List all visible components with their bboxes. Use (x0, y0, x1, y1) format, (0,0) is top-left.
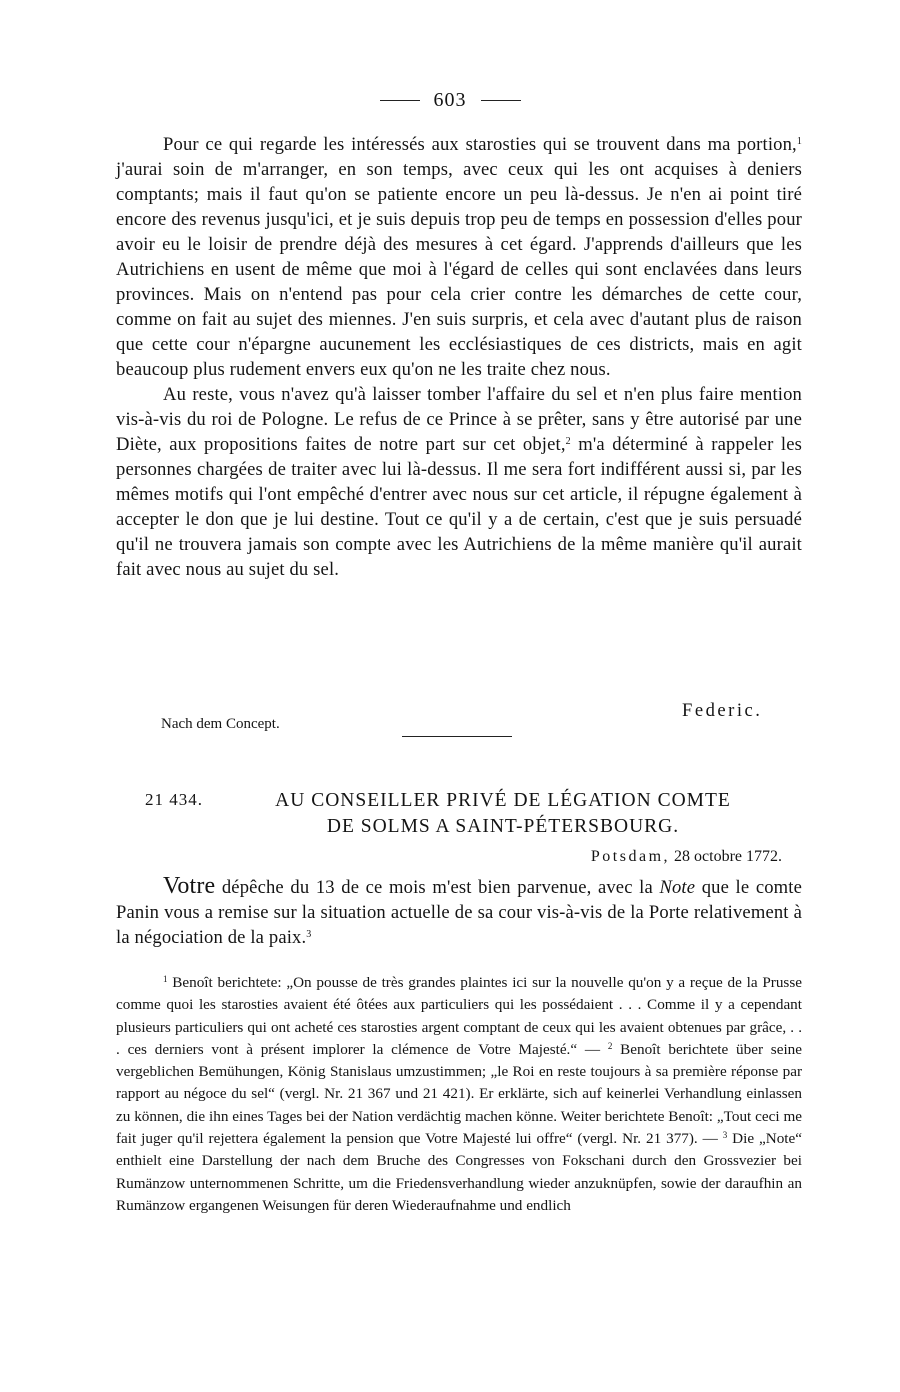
letter-title (230, 788, 776, 840)
header-rule-left (380, 100, 420, 101)
page-number: 603 (433, 88, 467, 111)
new-letter-body (116, 874, 802, 950)
dateline (591, 848, 782, 866)
footnote-block (116, 972, 802, 1217)
source-note: Nach dem Concept. (161, 716, 280, 732)
footnote-ref-1: 1 (796, 136, 802, 147)
paragraph-depeche (116, 874, 802, 950)
date: 28 octobre 1772. (670, 848, 782, 865)
paragraph-text: m'a déterminé à rappeler les personnes chargées de traiter avec lui là-dessus. Il me sera fort indifférent aussi si, par les mêmes motifs qui l'ont empêché d'entrer avec nous sur cet article, il répugne également à accepter le don que je lui destine. Tout ce qu'il y a de certain, c'est que je suis persuadé qu'il ne trouvera jamais son compte avec les Autrichiens de la même manière qu'il aurait fait avec nous au sujet du sel. (116, 434, 802, 580)
letter-title-line-1: AU CONSEILLER PRIVÉ DE LÉGATION COMTE (275, 790, 731, 811)
paragraph-starosties (116, 132, 802, 382)
footnote-text: Die „Note“ enthielt eine Darstellung der nach dem Bruche des Congresses von Fokschani durch den Grossvezier bei Rumänzow unternommenen Schritte, um die Friedensverhandlung wieder anzuknüpfen, sowie der daraufhin an Rumänzow ergangenen Weisungen für deren Wiederaufnahme und endlich (116, 1130, 803, 1214)
paragraph-sel (116, 382, 802, 582)
paragraph-text: j'aurai soin de m'arranger, en son temps, avec ceux qui les ont acquises à deniers comptants; mais il faut qu'on se patiente encore un peu là-dessus. Je n'en ai point tiré encore des revenus jusqu'ici, et je suis depuis trop peu de temps en possession d'elles pour avoir eu le loisir de prendre déjà des mesures à cet égard. J'apprends d'ailleurs que les Autrichiens en usent de même que moi à l'égard de celles qui sont enclavées dans leurs provinces. Mais on n'entend pas pour cela crier contre les démarches de cette cour, comme on fait au sujet des miennes. J'en suis surpris, et cela avec d'autant plus de raison que cette cour n'épargne aucunement les ecclésiastiques de ces districts, mais en agit beaucoup plus rudement envers eux qu'on ne les traite chez nous. (116, 159, 802, 380)
date-place: Potsdam, (590, 848, 671, 865)
footnote-ref-3: 3 (306, 929, 312, 940)
footnote-ref-2: 2 (565, 436, 571, 447)
paragraph-text: Pour ce qui regarde les intéressés aux starosties qui se trouvent dans ma portion, (163, 134, 797, 155)
footnote-marker-2: 2 (607, 1040, 613, 1051)
paragraph-text: Au reste, vous n'avez qu'à laisser tomber l'affaire du sel et n'en plus faire mention vis-à-vis du roi de Pologne. Le refus de ce Prince à se prêter, sans y être autorisé par une Diète, aux propositions faites de notre part sur cet objet, (116, 384, 802, 455)
footnote-marker-3: 3 (722, 1130, 728, 1141)
footnote-marker-1: 1 (163, 974, 168, 984)
footnotes (116, 972, 802, 1217)
previous-letter-body (116, 132, 802, 582)
section-separator (402, 736, 512, 737)
footnote-text: Benoît berichtete über seine vergeblichen Bemühungen, König Stanislaus umzustimmen; „le Roi en reste toujours à sa première réponse par rapport au négoce du sel“ (vergl. Nr. 21 367 und 21 421). Er erklärte, sich auf keinerlei Verhandlung einlassen zu können, die ihn eines Tages bei der Nation verdächtig machen könne. Weiter berichtete Benoît: „Tout ceci me fait juger qu'il rejettera également la pension que Votre Majesté lui offre“ (vergl. Nr. 21 377). — (116, 1040, 802, 1148)
paragraph-text: que le comte Panin vous a remise sur la situation actuelle de sa cour vis-à-vis de la Porte relativement à la négociation de la paix. (116, 877, 803, 948)
letter-title-line-2: DE SOLMS A SAINT-PÉTERSBOURG. (326, 816, 680, 837)
header-rule-right (481, 100, 521, 101)
page-header (0, 84, 900, 116)
first-word: Votre (163, 873, 216, 899)
footnote-text: Benoît berichtete: „On pousse de très grandes plaintes ici sur la nouvelle qu'on y a reçue de la Prusse comme quoi les starosties avaient été ôtées aux particuliers qui les possédaient . . . Comme il y a cependant plusieurs particuliers qui ont acheté ces starosties argent comptant de ceux qui les avaient obtenues par grâce, . . . ces derniers vont à présent implorer la clémence de Votre Majesté.“ — (116, 974, 802, 1058)
signature: Federic. (682, 700, 763, 721)
paragraph-text: dépêche du 13 de ce mois m'est bien parvenue, avec la (215, 877, 660, 898)
italic-note: Note (659, 877, 696, 898)
letter-number: 21 434. (145, 790, 203, 809)
